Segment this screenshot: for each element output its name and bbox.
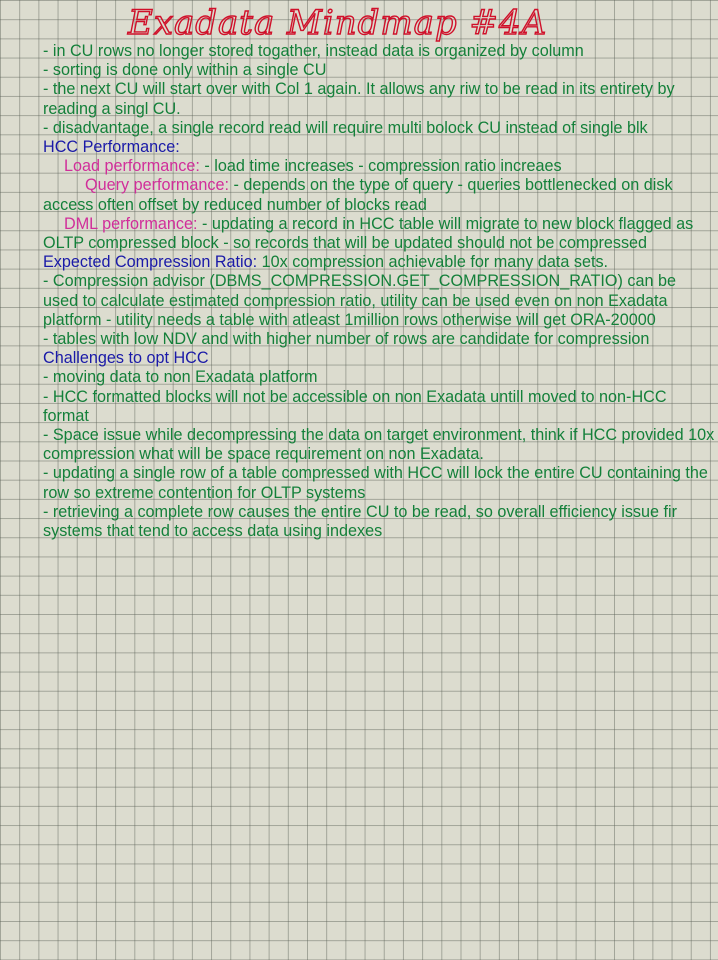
- note-line: - tables with low NDV and with higher number of rows are candidate for compression: [43, 330, 650, 349]
- compression-ratio-heading: Expected Compression Ratio:: [43, 253, 258, 272]
- load-performance-text: - load time increases - compression ratio increaes: [199, 157, 562, 176]
- page-title: [0, 2, 718, 44]
- dml-performance-label: DML performance:: [64, 214, 198, 233]
- hcc-performance-heading: HCC Performance:: [43, 138, 180, 157]
- compression-ratio-text: 10x compression achievable for many data sets.: [257, 253, 609, 272]
- query-performance-line: [43, 176, 715, 214]
- note-line: - retrieving a complete row causes the entire CU to be read, so overall efficiency issue fir systems that tend to access data using indexes: [43, 502, 677, 541]
- note-line: - the next CU will start over with Col 1 again. It allows any riw to be read in its entirety by reading a singl CU.: [43, 80, 675, 118]
- note-line: - sorting is done only within a single CU: [43, 61, 327, 80]
- note-line: - moving data to non Exadata platform: [43, 368, 318, 387]
- note-line: - Compression advisor (DBMS_COMPRESSION.GET_COMPRESSION_RATIO) can be used to calculate estimated compression ratio, utility can be used even on non Exadata platform - utility needs a table with atleast 1million rows otherwise will get ORA-20000: [43, 272, 676, 329]
- dml-performance-line: [43, 215, 715, 253]
- load-performance-label: Load performance:: [64, 157, 200, 176]
- query-performance-label: Query performance:: [85, 176, 229, 195]
- note-line: - updating a single row of a table compressed with HCC will lock the entire CU containing the row so extreme contention for OLTP systems: [43, 464, 708, 502]
- note-line: - disadvantage, a single record read will require multi bolock CU instead of single blk: [43, 118, 648, 137]
- dml-performance-text: - updating a record in HCC table will migrate to new block flagged as OLTP compressed block - so records that will be updated should not be compressed: [43, 214, 694, 253]
- note-line: - Space issue while decompressing the data on target environment, think if HCC provided 10x compression what will be space requirement on non Exadata.: [43, 426, 715, 464]
- challenges-heading: Challenges to opt HCC: [43, 349, 209, 368]
- load-performance-line: [43, 157, 715, 176]
- title-text: Exadata Mindmap #4A: [128, 3, 548, 43]
- note-line: - in CU rows no longer stored togather, instead data is organized by column: [43, 42, 584, 60]
- notes-body: [43, 42, 715, 541]
- compression-ratio-line: [43, 253, 715, 272]
- note-line: - HCC formatted blocks will not be accessible on non Exadata untill moved to non-HCC format: [43, 387, 667, 425]
- query-performance-text: - depends on the type of query - queries bottlenecked on disk access often offset by reduced number of blocks read: [43, 176, 673, 214]
